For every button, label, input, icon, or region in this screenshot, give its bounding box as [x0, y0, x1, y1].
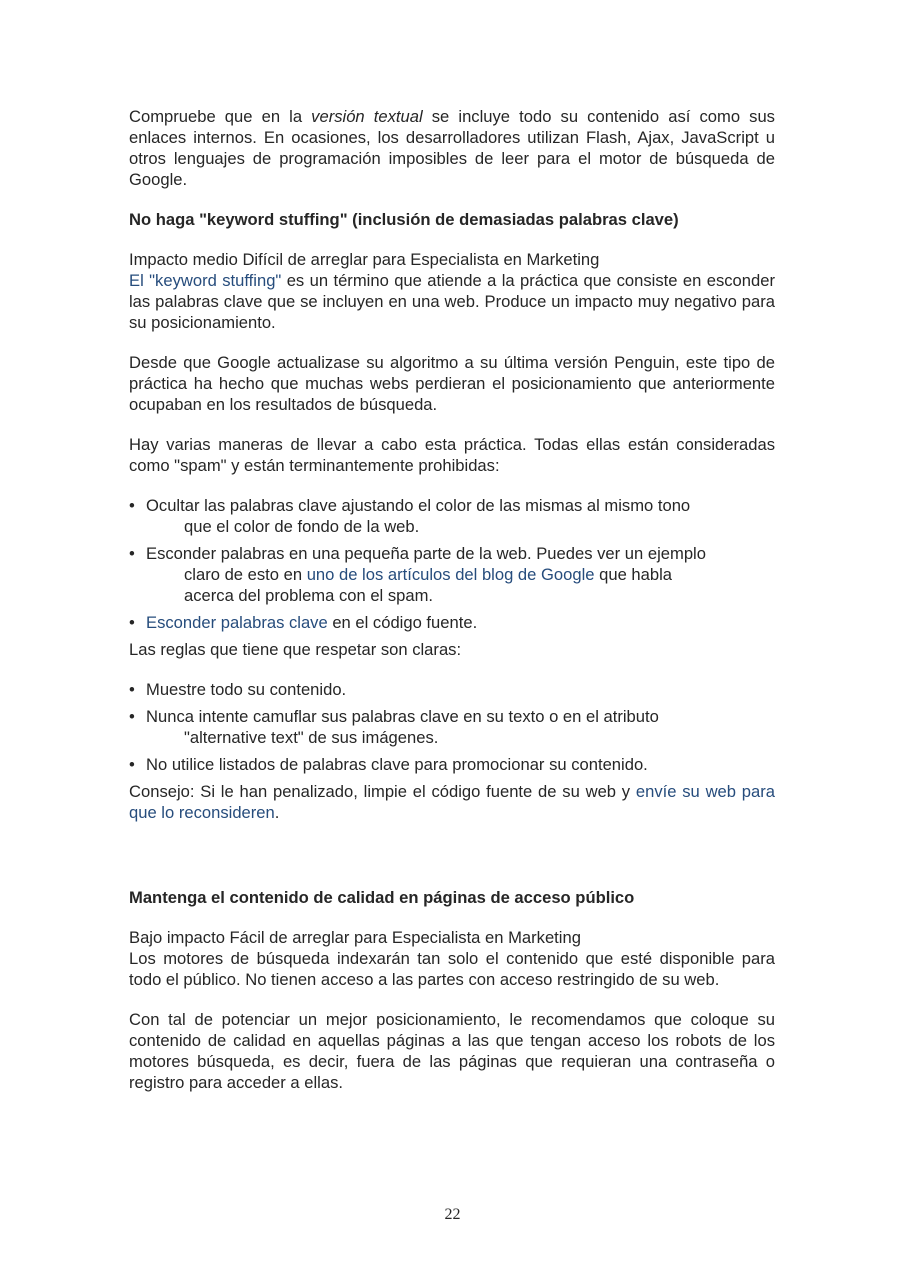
- paragraph-penguin: Desde que Google actualizase su algoritmo a su última versión Penguin, este tipo de práctica ha hecho que muchas webs perdieran el posicionamiento que anteriormente ocupaban en los resultados de búsqueda.: [129, 353, 775, 414]
- bullet: •: [129, 755, 135, 774]
- impact-line: Bajo impacto Fácil de arreglar para Especialista en Marketing: [129, 928, 581, 947]
- bullet: •: [129, 613, 135, 632]
- list-item: [129, 706, 775, 748]
- section-spacer: [129, 823, 775, 887]
- list-item: [129, 679, 775, 700]
- keyword-stuffing-link[interactable]: El "keyword stuffing": [129, 271, 282, 290]
- bullet: •: [129, 544, 135, 563]
- paragraph-recommendation: Con tal de potenciar un mejor posicionamiento, le recomendamos que coloque su contenido de calidad en aquellas páginas a las que tengan acceso los robots de los motores búsqueda, es decir, fuera de las páginas que requieran una contraseña o registro para acceder a ellas.: [129, 1010, 775, 1092]
- emphasis-text: versión textual: [311, 107, 423, 126]
- bullet: •: [129, 680, 135, 699]
- list-item-text: Nunca intente camuflar sus palabras clave en su texto o en el atributo: [146, 707, 659, 726]
- impact-line: Impacto medio Difícil de arreglar para Especialista en Marketing: [129, 250, 600, 269]
- list-item-text: acerca del problema con el spam.: [184, 586, 434, 605]
- paragraph-spam-methods: Hay varias maneras de llevar a cabo esta práctica. Todas ellas están consideradas como "spam" y están terminantemente prohibidas:: [129, 435, 775, 475]
- rules-intro: Las reglas que tiene que respetar son claras:: [129, 640, 462, 659]
- text-run: es un término que atiende a la práctica que consiste en esconder las palabras clave que se incluyen en una web. Produce un impacto muy negativo para su posicionamiento.: [129, 271, 775, 332]
- list-item: [129, 612, 775, 633]
- text-run: que habla: [594, 565, 673, 584]
- list-item-text: Muestre todo su contenido.: [146, 680, 347, 699]
- rules-list: [129, 679, 775, 775]
- list-item: [129, 495, 775, 537]
- list-item: [129, 754, 775, 775]
- heading-public-content: Mantenga el contenido de calidad en páginas de acceso público: [129, 888, 635, 907]
- paragraph-public-content: Los motores de búsqueda indexarán tan solo el contenido que esté disponible para todo el público. No tienen acceso a las partes con acceso restringido de su web.: [129, 949, 775, 989]
- list-item-text: Esconder palabras en una pequeña parte de la web. Puedes ver un ejemplo: [146, 544, 706, 563]
- list-item-text: [146, 564, 775, 585]
- reconsideration-link[interactable]: envíe su web para que lo reconsideren: [129, 782, 776, 822]
- list-item-text: "alternative text" de sus imágenes.: [184, 728, 439, 747]
- heading-keyword-stuffing: No haga "keyword stuffing" (inclusión de demasiadas palabras clave): [129, 210, 679, 229]
- text-run: .: [274, 803, 280, 822]
- bullet: •: [129, 496, 135, 515]
- text-run: Consejo: Si le han penalizado, limpie el código fuente de su web y: [129, 782, 636, 801]
- paragraph-text-version: [129, 106, 775, 190]
- list-item-text: No utilice listados de palabras clave para promocionar su contenido.: [146, 755, 648, 774]
- text-run: claro de esto en: [184, 565, 307, 584]
- list-item-text: Ocultar las palabras clave ajustando el color de las mismas al mismo tono: [146, 496, 691, 515]
- methods-list: [129, 495, 775, 633]
- text-run: Compruebe que en la: [129, 107, 312, 126]
- page-number: 22: [444, 1206, 461, 1223]
- paragraph-definition: [129, 270, 775, 333]
- list-item: [129, 543, 775, 606]
- hidden-keywords-link[interactable]: Esconder palabras clave: [146, 613, 328, 632]
- document-page: [129, 106, 775, 1112]
- list-item-text: que el color de fondo de la web.: [184, 517, 420, 536]
- tip-paragraph: [129, 781, 775, 823]
- text-run: se incluye todo su contenido así como sus enlaces internos. En ocasiones, los desarrolladores utilizan Flash, Ajax, JavaScript u otros lenguajes de programación imposibles de leer para el motor de búsqueda de Google.: [129, 107, 775, 189]
- bullet: •: [129, 707, 135, 726]
- text-run: en el código fuente.: [327, 613, 478, 632]
- google-blog-article-link[interactable]: uno de los artículos del blog de Google: [306, 565, 595, 584]
